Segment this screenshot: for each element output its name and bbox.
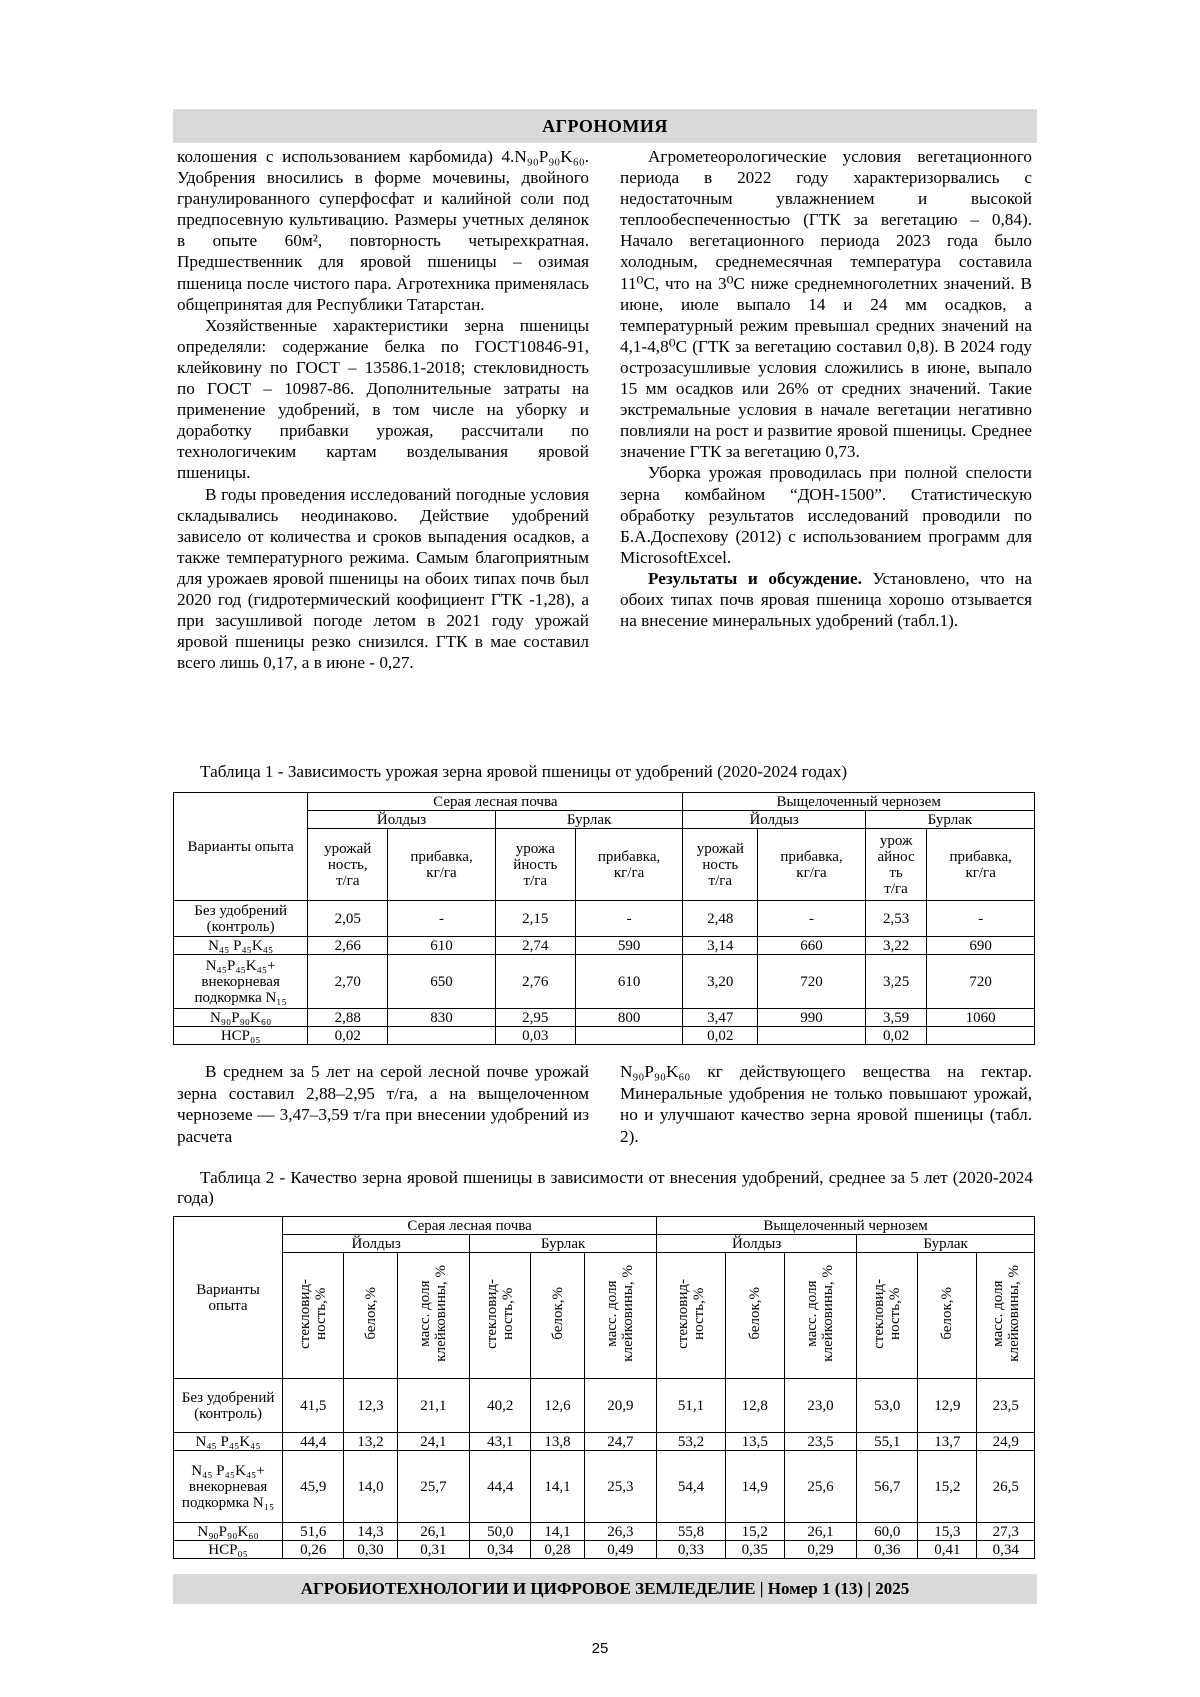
results-paragraph [620, 568, 1032, 631]
t1-gain-header: прибавка, кг/га [388, 829, 496, 901]
t2-subheader [977, 1253, 1035, 1379]
table-cell: - [388, 901, 496, 937]
table-row [174, 1433, 1035, 1451]
table-cell: 44,4 [283, 1433, 344, 1451]
row-label: N₉₀P₉₀K₆₀ [174, 1009, 308, 1027]
table-cell: 12,6 [531, 1379, 584, 1433]
table-cell: 2,48 [683, 901, 758, 937]
table-cell: 0,03 [495, 1027, 575, 1045]
table-cell: 0,34 [470, 1541, 531, 1559]
table-cell: 0,30 [344, 1541, 397, 1559]
table-cell: 720 [927, 955, 1035, 1009]
table-cell: 53,2 [657, 1433, 726, 1451]
table-cell: 25,7 [397, 1451, 469, 1523]
results-text: Установлено, что на обоих типах почв яровая пшеница хорошо отзывается на внесение минеральных удобрений (табл.1). [620, 568, 1032, 631]
t1-soil2-header: Выщелоченный чернозем [683, 793, 1035, 811]
table-cell: 590 [575, 937, 683, 955]
table-cell: 3,20 [683, 955, 758, 1009]
table-cell: 20,9 [584, 1379, 656, 1433]
t2-subheader [531, 1253, 584, 1379]
table-row [174, 1009, 1035, 1027]
table-row [174, 1379, 1035, 1433]
table-cell: 24,9 [977, 1433, 1035, 1451]
t1-gain-header: прибавка, кг/га [575, 829, 683, 901]
table-cell: 25,6 [784, 1451, 856, 1523]
t1-var1-header: Йолдыз [308, 811, 496, 829]
middle-right-text: N₉₀P₉₀K₆₀ кг действующего вещества на гектар. Минеральные удобрения не только повышают урожай, но и улучшают качество зерна яровой пшеницы (табл. 2). [620, 1062, 1032, 1146]
t1-yield-header: урожа йность т/га [495, 829, 575, 901]
table-cell: 0,41 [918, 1541, 977, 1559]
table-cell: 14,3 [344, 1523, 397, 1541]
paragraph: Хозяйственные характеристики зерна пшеницы определяли: содержание белка по ГОСТ10846-91, клейковину по ГОСТ – 13586.1-2018; стекловидность по ГОСТ – 10987-86. Дополнительные затраты на применение удобрений, в том числе на уборку и доработку прибавки урожая, рассчитали по технологичеким картам возделывания яровой пшеницы. [177, 315, 589, 483]
table-cell: 25,3 [584, 1451, 656, 1523]
table-cell: 610 [388, 937, 496, 955]
t1-var2-header: Бурлак [865, 811, 1034, 829]
table-cell: 13,7 [918, 1433, 977, 1451]
table-cell [575, 1027, 683, 1045]
rotated-header-label: стекловид- ность,% [871, 1278, 904, 1349]
left-column [177, 146, 589, 673]
rotated-header-label: стекловид- ность,% [297, 1278, 330, 1349]
table-cell: 2,95 [495, 1009, 575, 1027]
rotated-header-label: масс. доля клейковины, % [989, 1265, 1022, 1362]
table-cell: 990 [758, 1009, 866, 1027]
table-cell: 41,5 [283, 1379, 344, 1433]
row-label: N₄₅ P₄₅K₄₅+ внекорневая подкормка N₁₅ [174, 1451, 283, 1523]
table-cell: 53,0 [857, 1379, 918, 1433]
table-cell: 13,2 [344, 1433, 397, 1451]
table-row [174, 1523, 1035, 1541]
table-cell: 0,26 [283, 1541, 344, 1559]
t2-var2-header: Бурлак [857, 1235, 1035, 1253]
table-cell [758, 1027, 866, 1045]
table-cell: 650 [388, 955, 496, 1009]
table-cell: 690 [927, 937, 1035, 955]
journal-footer: АГРОБИОТЕХНОЛОГИИ И ЦИФРОВОЕ ЗЕМЛЕДЕЛИЕ | Номер 1 (13) | 2025 [173, 1574, 1037, 1604]
table-cell: 720 [758, 955, 866, 1009]
table-cell: 3,59 [865, 1009, 927, 1027]
table-cell: 0,02 [308, 1027, 388, 1045]
table-cell: 12,3 [344, 1379, 397, 1433]
table-row [174, 1541, 1035, 1559]
row-label: НСР₀₅ [174, 1027, 308, 1045]
t2-variant-header: Варианты опыта [174, 1217, 283, 1379]
rotated-header-label: белок,% [746, 1287, 763, 1340]
t2-soil2-header: Выщелоченный чернозем [657, 1217, 1035, 1235]
table-cell: 60,0 [857, 1523, 918, 1541]
t2-subheader [283, 1253, 344, 1379]
paragraph: Агрометеорологические условия вегетационного периода в 2022 году характеризорвались с недостаточным увлажнением и высокой теплообеспеченностью (ГТК за вегетацию – 0,84). Начало вегетационного периода 2023 года было холодным, среднемесячная температура составила 11⁰С, что на 3⁰С ниже среднемноголетних значений. В июне, июле выпало 14 и 24 мм осадков, а температурный режим превышал средних значений на 4,1-4,8⁰С (ГТК за вегетацию составил 0,8). В 2024 году острозасушливые условия сложились в июне, выпало 15 мм осадков или 26% от средних значений. Такие экстремальные условия в начале вегетации негативно повлияли на рост и развитие яровой пшеницы. Среднее значение ГТК за вегетацию 0,73. [620, 147, 1032, 462]
table-cell: 26,1 [397, 1523, 469, 1541]
right-column [620, 146, 1032, 631]
table-row [174, 955, 1035, 1009]
table-cell: 14,1 [531, 1451, 584, 1523]
row-label: Без удобрений (контроль) [174, 1379, 283, 1433]
caption-text: Таблица 2 - Качество зерна яровой пшеницы в зависимости от внесения удобрений, среднее за 5 лет (2020-2024 года) [177, 1168, 1033, 1207]
row-label: N₉₀P₉₀K₆₀ [174, 1523, 283, 1541]
table-cell: - [758, 901, 866, 937]
t1-variant-header: Варианты опыта [174, 793, 308, 901]
table-cell: 24,7 [584, 1433, 656, 1451]
table-cell: 3,22 [865, 937, 927, 955]
t1-soil1-header: Серая лесная почва [308, 793, 683, 811]
table-cell: 21,1 [397, 1379, 469, 1433]
table-cell: 3,25 [865, 955, 927, 1009]
results-heading: Результаты и обсуждение. [648, 568, 862, 588]
row-label: N₄₅ P₄₅K₄₅ [174, 937, 308, 955]
table-cell: 3,14 [683, 937, 758, 955]
table-cell: 26,3 [584, 1523, 656, 1541]
rotated-header-label: стекловид- ность,% [674, 1278, 707, 1349]
table-cell: 55,8 [657, 1523, 726, 1541]
t2-var1-header: Йолдыз [657, 1235, 857, 1253]
table-cell: 23,5 [977, 1379, 1035, 1433]
table-cell: 0,35 [725, 1541, 784, 1559]
table-cell: 26,5 [977, 1451, 1035, 1523]
t1-yield-header: урожай ность т/га [683, 829, 758, 901]
table-cell: 2,70 [308, 955, 388, 1009]
table-cell [388, 1027, 496, 1045]
table-cell: 15,2 [725, 1523, 784, 1541]
page-number: 25 [591, 1640, 609, 1657]
table-cell: 51,6 [283, 1523, 344, 1541]
t1-yield-header: урожай ность, т/га [308, 829, 388, 901]
table-cell: 0,31 [397, 1541, 469, 1559]
table-cell: 0,28 [531, 1541, 584, 1559]
table-cell: 2,76 [495, 955, 575, 1009]
table-cell: 55,1 [857, 1433, 918, 1451]
t1-yield-header: урож айнос ть т/га [865, 829, 927, 901]
table-cell: 50,0 [470, 1523, 531, 1541]
table-row [174, 901, 1035, 937]
row-label: N₄₅P₄₅K₄₅+ внекорневая подкормка N₁₅ [174, 955, 308, 1009]
table-cell: 2,05 [308, 901, 388, 937]
table-cell: 0,34 [977, 1541, 1035, 1559]
table-row [174, 937, 1035, 955]
table-cell: 14,0 [344, 1451, 397, 1523]
paragraph: колошения с использованием карбомида) 4.N₉₀P₉₀K₆₀. Удобрения вносились в форме мочевины, двойного гранулированного суперфосфат и калийной соли под предпосевную культивацию. Размеры учетных делянок в опыте 60м², повторность четырехкратная. Предшественник для яровой пшеницы – озимая пшеница после чистого пара. Агротехника применялась общепринятая для Республики Татарстан. [177, 147, 589, 314]
table-cell: 2,88 [308, 1009, 388, 1027]
table-cell: 56,7 [857, 1451, 918, 1523]
t1-gain-header: прибавка, кг/га [758, 829, 866, 901]
table-cell: 830 [388, 1009, 496, 1027]
table-cell: 24,1 [397, 1433, 469, 1451]
paragraph: В годы проведения исследований погодные условия складывались неодинаково. Действие удобрений зависело от количества и сроков выпадения осадков, а также температурного режима. Самым благоприятным для урожаев яровой пшеницы на обоих типах почв был 2020 год (гидротермический коофициент ГТК -1,28), а при засушливой погоде летом в 2021 году урожай яровой пшеницы резко снизился. ГТК в мае составил всего лишь 0,17, а в июне - 0,27. [177, 484, 589, 673]
table-cell: 13,8 [531, 1433, 584, 1451]
table1 [173, 792, 1035, 1045]
rotated-header-label: масс. доля клейковины, % [804, 1265, 837, 1362]
rotated-header-label: белок,% [939, 1287, 956, 1340]
paragraph: В среднем за 5 лет на серой лесной почве урожай зерна составил 2,88–2,95 т/га, а на выщелоченном черноземе — 3,47–3,59 т/га при внесении удобрений из расчета [177, 1062, 589, 1146]
table-cell: 23,0 [784, 1379, 856, 1433]
table-cell: 12,9 [918, 1379, 977, 1433]
rotated-header-label: белок,% [549, 1287, 566, 1340]
table-cell: 13,5 [725, 1433, 784, 1451]
table-cell: 2,15 [495, 901, 575, 937]
table-cell: 27,3 [977, 1523, 1035, 1541]
table-cell: 15,2 [918, 1451, 977, 1523]
table-cell: 45,9 [283, 1451, 344, 1523]
rotated-header-label: стекловид- ность,% [484, 1278, 517, 1349]
t2-soil1-header: Серая лесная почва [283, 1217, 657, 1235]
t2-var1-header: Йолдыз [283, 1235, 470, 1253]
row-label: НСР₀₅ [174, 1541, 283, 1559]
t2-subheader [470, 1253, 531, 1379]
t1-var2-header: Бурлак [495, 811, 683, 829]
table1-caption: Таблица 1 - Зависимость урожая зерна яровой пшеницы от удобрений (2020-2024 годах) [200, 762, 848, 781]
table2-caption [177, 1168, 1033, 1208]
table-cell: 14,9 [725, 1451, 784, 1523]
table-cell: 800 [575, 1009, 683, 1027]
rotated-header-label: масс. доля клейковины, % [417, 1265, 450, 1362]
table-cell: 0,36 [857, 1541, 918, 1559]
t2-subheader [784, 1253, 856, 1379]
t1-gain-header: прибавка, кг/га [927, 829, 1035, 901]
table-cell: 51,1 [657, 1379, 726, 1433]
t2-var2-header: Бурлак [470, 1235, 657, 1253]
rotated-header-label: масс. доля клейковины, % [604, 1265, 637, 1362]
table-cell: 54,4 [657, 1451, 726, 1523]
table-cell: 40,2 [470, 1379, 531, 1433]
t2-subheader [725, 1253, 784, 1379]
table-cell: 3,47 [683, 1009, 758, 1027]
table-cell: 0,49 [584, 1541, 656, 1559]
table-cell [927, 1027, 1035, 1045]
t2-subheader [397, 1253, 469, 1379]
table-row [174, 1027, 1035, 1045]
table-cell: 0,29 [784, 1541, 856, 1559]
table2 [173, 1216, 1035, 1559]
table-cell: 2,74 [495, 937, 575, 955]
t2-subheader [857, 1253, 918, 1379]
t2-subheader [918, 1253, 977, 1379]
table-cell: 2,66 [308, 937, 388, 955]
table-cell: 12,8 [725, 1379, 784, 1433]
middle-left-text [177, 1061, 589, 1147]
table-row [174, 1451, 1035, 1523]
row-label: Без удобрений (контроль) [174, 901, 308, 937]
table-cell: 23,5 [784, 1433, 856, 1451]
table-cell: 44,4 [470, 1451, 531, 1523]
table-cell: 610 [575, 955, 683, 1009]
table-cell: 14,1 [531, 1523, 584, 1541]
section-header: АГРОНОМИЯ [173, 109, 1037, 143]
table-cell: - [927, 901, 1035, 937]
table-cell: 26,1 [784, 1523, 856, 1541]
table-cell: 15,3 [918, 1523, 977, 1541]
table-cell: 0,33 [657, 1541, 726, 1559]
t2-subheader [584, 1253, 656, 1379]
paragraph: Уборка урожая проводилась при полной спелости зерна комбайном “ДОН-1500”. Статистическую обработку результатов исследований проводили по Б.А.Доспехову (2012) с использованием программ для MicrosoftExcel. [620, 463, 1032, 567]
table-cell: 0,02 [865, 1027, 927, 1045]
t1-var1-header: Йолдыз [683, 811, 865, 829]
t2-subheader [657, 1253, 726, 1379]
table-cell: 1060 [927, 1009, 1035, 1027]
rotated-header-label: белок,% [362, 1287, 379, 1340]
table-cell: - [575, 901, 683, 937]
table-cell: 0,02 [683, 1027, 758, 1045]
table-cell: 660 [758, 937, 866, 955]
table-cell: 43,1 [470, 1433, 531, 1451]
table-cell: 2,53 [865, 901, 927, 937]
row-label: N₄₅ P₄₅K₄₅ [174, 1433, 283, 1451]
t2-subheader [344, 1253, 397, 1379]
